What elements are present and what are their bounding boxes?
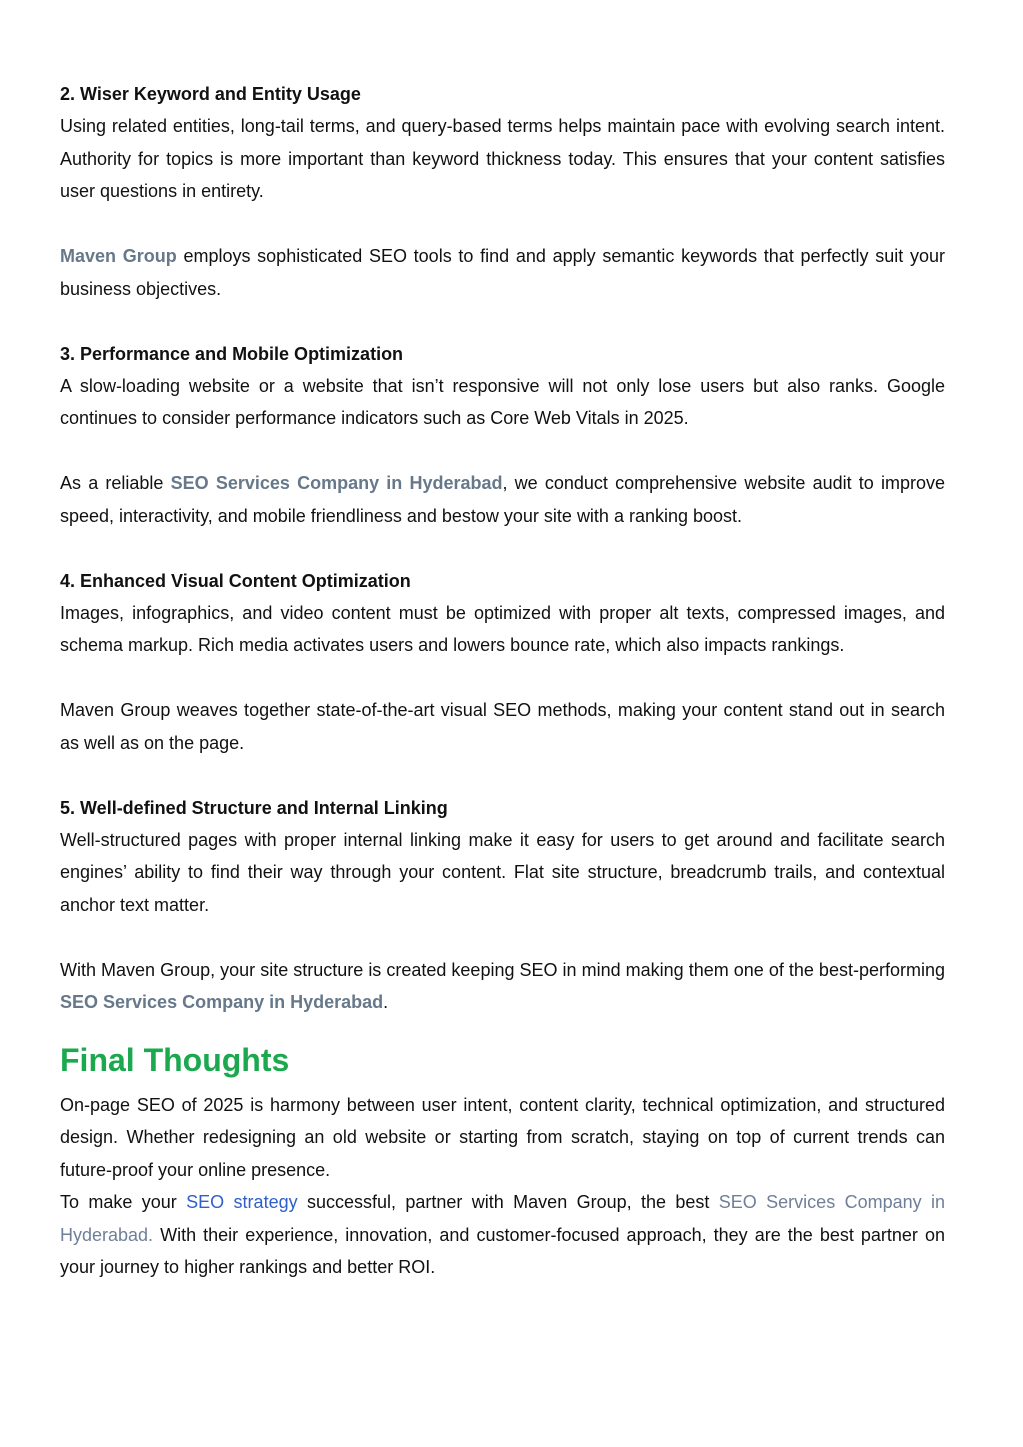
paragraph-final-summary: On-page SEO of 2025 is harmony between user intent, content clarity, technical optimization, and structured design. Whether redesigning an old website or starting from scratch, staying on top of current trends can future-proof your online presence. — [60, 1094, 945, 1180]
paragraph-text: As a reliable — [60, 473, 171, 493]
section-heading-keyword-entity: 2. Wiser Keyword and Entity Usage — [60, 84, 361, 104]
seo-services-link[interactable]: SEO Services Company in Hyderabad. — [60, 1192, 945, 1245]
paragraph-text: . — [383, 992, 389, 1012]
paragraph-text: With their experience, innovation, and customer-focused approach, they are the best partner on your journey to higher rankings and better ROI. — [60, 1224, 945, 1277]
spacer — [60, 759, 945, 792]
paragraph-text: To make your — [60, 1192, 187, 1212]
paragraph-keyword-entity: Using related entities, long-tail terms, and query-based terms helps maintain pace with evolving search intent. Authority for topics is more important than keyword thickness today. This ensures that your content satisfies user questions in entirety. — [60, 116, 945, 201]
spacer — [60, 532, 945, 565]
paragraph-performance: A slow-loading website or a website that isn’t responsive will not only lose users but also ranks. Google continues to consider performance indicators such as Core Web Vitals in 2025. — [60, 375, 945, 428]
spacer — [60, 662, 945, 695]
paragraph-final-cta — [60, 1186, 945, 1284]
paragraph-audit — [60, 467, 945, 532]
paragraph-text: successful, partner with Maven Group, the best — [297, 1192, 719, 1212]
paragraph-text: , we conduct comprehensive website audit to improve speed, interactivity, and mobile friendliness and bestow your site with a ranking boost. — [60, 473, 946, 526]
seo-services-link[interactable]: SEO Services Company in Hyderabad — [170, 473, 503, 493]
final-thoughts-title: Final Thoughts — [60, 1041, 290, 1078]
paragraph-visual-content: Images, infographics, and video content must be optimized with proper alt texts, compressed images, and schema markup. Rich media activates users and lowers bounce rate, which also impacts rankings. — [60, 602, 945, 655]
spacer — [60, 305, 945, 338]
spacer — [60, 208, 945, 241]
paragraph-maven-keywords — [60, 240, 945, 305]
paragraph-structure-linking: Well-structured pages with proper internal linking make it easy for users to get around and facilitate search engines’ ability to find their way through your content. Flat site structure, breadcrumb trails, and contextual anchor text matter. — [60, 829, 945, 915]
seo-services-link[interactable]: SEO Services Company in Hyderabad — [60, 992, 384, 1012]
section-heading-structure-linking: 5. Well-defined Structure and Internal Linking — [60, 797, 448, 818]
paragraph-text: employs sophisticated SEO tools to find and apply semantic keywords that perfectly suit your business objectives. — [60, 246, 945, 299]
seo-strategy-link[interactable]: SEO strategy — [186, 1192, 298, 1212]
maven-group-link[interactable]: Maven Group — [60, 246, 177, 266]
spacer — [60, 435, 945, 468]
section-heading-performance: 3. Performance and Mobile Optimization — [60, 343, 404, 364]
spacer — [60, 921, 945, 954]
section-heading-visual-content: 4. Enhanced Visual Content Optimization — [60, 570, 411, 591]
paragraph-visual-seo: Maven Group weaves together state-of-the-art visual SEO methods, making your content stand out in search as well as on the page. — [60, 700, 945, 753]
paragraph-site-structure — [60, 954, 945, 1019]
paragraph-text: With Maven Group, your site structure is created keeping SEO in mind making them one of the best-performing — [60, 959, 945, 980]
